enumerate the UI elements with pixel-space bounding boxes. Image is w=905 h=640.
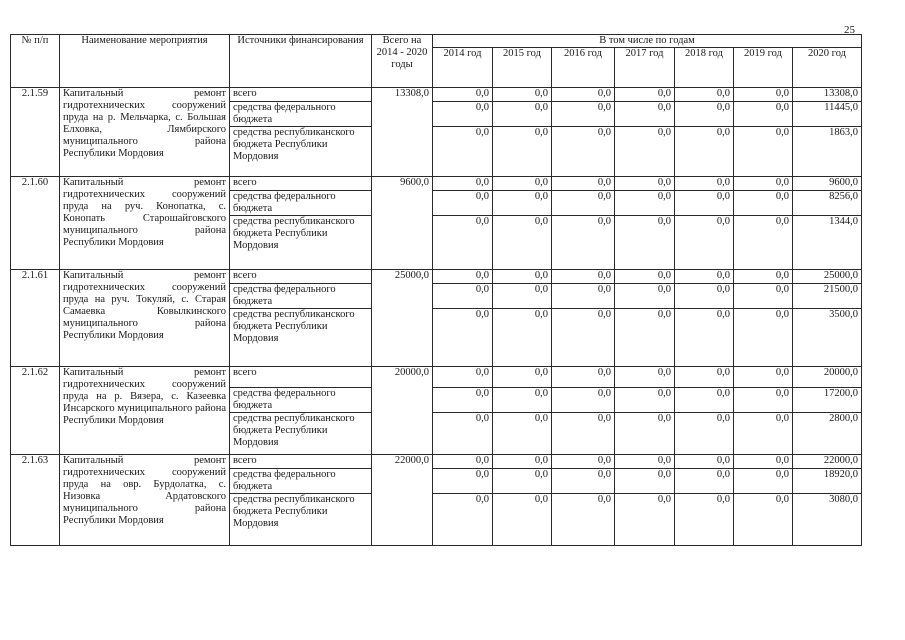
funding-source: средства республиканского бюджета Республики Мордовия	[230, 413, 372, 455]
total-amount: 9600,0	[372, 177, 433, 270]
header-num: № п/п	[11, 35, 60, 88]
year-amount: 0,0	[734, 270, 793, 284]
year-amount: 1863,0	[793, 127, 862, 177]
year-amount: 0,0	[552, 455, 615, 469]
year-amount: 0,0	[675, 413, 734, 455]
year-amount: 0,0	[552, 127, 615, 177]
year-amount: 0,0	[734, 388, 793, 413]
year-amount: 0,0	[552, 102, 615, 127]
funding-source: всего	[230, 270, 372, 284]
year-amount: 0,0	[433, 270, 493, 284]
year-amount: 9600,0	[793, 177, 862, 191]
year-amount: 0,0	[615, 413, 675, 455]
year-amount: 0,0	[552, 270, 615, 284]
header-year: 2019 год	[734, 48, 793, 88]
year-amount: 8256,0	[793, 191, 862, 216]
funding-source: всего	[230, 88, 372, 102]
year-amount: 0,0	[615, 309, 675, 367]
table-body	[11, 88, 862, 546]
year-amount: 3500,0	[793, 309, 862, 367]
year-amount: 0,0	[734, 177, 793, 191]
year-amount: 0,0	[675, 177, 734, 191]
row-number: 2.1.63	[11, 455, 60, 546]
header-source: Источники финансирования	[230, 35, 372, 88]
funding-source: средства республиканского бюджета Республики Мордовия	[230, 127, 372, 177]
year-amount: 0,0	[615, 469, 675, 494]
row-number: 2.1.60	[11, 177, 60, 270]
funding-source: средства республиканского бюджета Республики Мордовия	[230, 494, 372, 546]
year-amount: 0,0	[552, 388, 615, 413]
header-year: 2017 год	[615, 48, 675, 88]
year-amount: 0,0	[552, 191, 615, 216]
year-amount: 0,0	[433, 388, 493, 413]
funding-source: средства федерального бюджета	[230, 469, 372, 494]
year-amount: 0,0	[675, 88, 734, 102]
year-amount: 0,0	[615, 88, 675, 102]
year-amount: 0,0	[433, 494, 493, 546]
year-amount: 0,0	[615, 191, 675, 216]
year-amount: 0,0	[433, 413, 493, 455]
year-amount: 0,0	[433, 177, 493, 191]
year-amount: 0,0	[675, 494, 734, 546]
year-amount: 11445,0	[793, 102, 862, 127]
year-amount: 0,0	[493, 309, 552, 367]
table-row	[11, 270, 862, 284]
year-amount: 0,0	[675, 284, 734, 309]
year-amount: 0,0	[433, 469, 493, 494]
header-total: Всего на 2014 - 2020 годы	[372, 35, 433, 88]
header-year: 2016 год	[552, 48, 615, 88]
total-amount: 22000,0	[372, 455, 433, 546]
year-amount: 0,0	[734, 127, 793, 177]
header-year: 2018 год	[675, 48, 734, 88]
header-year: 2015 год	[493, 48, 552, 88]
year-amount: 0,0	[493, 88, 552, 102]
year-amount: 0,0	[734, 102, 793, 127]
year-amount: 0,0	[433, 88, 493, 102]
year-amount: 0,0	[493, 494, 552, 546]
year-amount: 0,0	[615, 177, 675, 191]
year-amount: 17200,0	[793, 388, 862, 413]
year-amount: 0,0	[675, 469, 734, 494]
year-amount: 0,0	[734, 309, 793, 367]
measure-name: Капитальный ремонт гидротехнических сооружений пруда на овр. Бурдолатка, с. Низовка Ардатовского муниципального района Республики Мордовия	[60, 455, 230, 546]
year-amount: 0,0	[675, 455, 734, 469]
year-amount: 0,0	[552, 413, 615, 455]
year-amount: 0,0	[734, 455, 793, 469]
year-amount: 21500,0	[793, 284, 862, 309]
year-amount: 0,0	[433, 309, 493, 367]
row-number: 2.1.61	[11, 270, 60, 367]
year-amount: 0,0	[552, 88, 615, 102]
year-amount: 0,0	[552, 494, 615, 546]
year-amount: 0,0	[552, 177, 615, 191]
measure-name: Капитальный ремонт гидротехнических сооружений пруда на руч. Конопатка, с. Конопать Старошайговского муниципального района Республики Мордовия	[60, 177, 230, 270]
year-amount: 13308,0	[793, 88, 862, 102]
year-amount: 0,0	[734, 88, 793, 102]
year-amount: 22000,0	[793, 455, 862, 469]
year-amount: 0,0	[675, 388, 734, 413]
measure-name: Капитальный ремонт гидротехнических сооружений пруда на р. Мельчарка, с. Большая Елховка, Лямбирского муниципального района Республики Мордовия	[60, 88, 230, 177]
funding-source: всего	[230, 177, 372, 191]
total-amount: 25000,0	[372, 270, 433, 367]
year-amount: 0,0	[493, 177, 552, 191]
year-amount: 0,0	[493, 127, 552, 177]
table-header	[11, 35, 862, 88]
year-amount: 0,0	[675, 270, 734, 284]
funding-source: средства федерального бюджета	[230, 191, 372, 216]
header-name: Наименование мероприятия	[60, 35, 230, 88]
year-amount: 0,0	[552, 469, 615, 494]
funding-source: средства республиканского бюджета Республики Мордовия	[230, 216, 372, 270]
year-amount: 0,0	[675, 367, 734, 388]
measure-name: Капитальный ремонт гидротехнических сооружений пруда на руч. Токуляй, с. Старая Самаевка Ковылкинского муниципального района Республики Мордовия	[60, 270, 230, 367]
year-amount: 0,0	[734, 494, 793, 546]
year-amount: 0,0	[493, 388, 552, 413]
year-amount: 25000,0	[793, 270, 862, 284]
year-amount: 0,0	[493, 413, 552, 455]
table-row	[11, 367, 862, 388]
year-amount: 0,0	[493, 216, 552, 270]
year-amount: 0,0	[552, 367, 615, 388]
year-amount: 0,0	[433, 102, 493, 127]
year-amount: 0,0	[433, 455, 493, 469]
year-amount: 0,0	[675, 127, 734, 177]
year-amount: 0,0	[734, 216, 793, 270]
year-amount: 0,0	[675, 216, 734, 270]
page-number: 25	[844, 24, 855, 36]
year-amount: 0,0	[734, 469, 793, 494]
year-amount: 1344,0	[793, 216, 862, 270]
year-amount: 0,0	[493, 191, 552, 216]
year-amount: 0,0	[433, 367, 493, 388]
year-amount: 0,0	[615, 367, 675, 388]
year-amount: 0,0	[493, 455, 552, 469]
funding-source: средства федерального бюджета	[230, 102, 372, 127]
year-amount: 18920,0	[793, 469, 862, 494]
year-amount: 0,0	[615, 284, 675, 309]
year-amount: 0,0	[552, 309, 615, 367]
year-amount: 0,0	[615, 388, 675, 413]
year-amount: 0,0	[433, 127, 493, 177]
row-number: 2.1.59	[11, 88, 60, 177]
funding-source: средства федерального бюджета	[230, 284, 372, 309]
table-row	[11, 177, 862, 191]
table-row	[11, 88, 862, 102]
year-amount: 0,0	[493, 102, 552, 127]
year-amount: 0,0	[675, 309, 734, 367]
year-amount: 0,0	[615, 455, 675, 469]
year-amount: 0,0	[552, 216, 615, 270]
year-amount: 0,0	[493, 270, 552, 284]
year-amount: 0,0	[615, 127, 675, 177]
year-amount: 0,0	[675, 191, 734, 216]
year-amount: 20000,0	[793, 367, 862, 388]
year-amount: 0,0	[493, 469, 552, 494]
total-amount: 20000,0	[372, 367, 433, 455]
funding-source: средства республиканского бюджета Республики Мордовия	[230, 309, 372, 367]
year-amount: 0,0	[433, 191, 493, 216]
header-year: 2020 год	[793, 48, 862, 88]
total-amount: 13308,0	[372, 88, 433, 177]
year-amount: 0,0	[552, 284, 615, 309]
year-amount: 3080,0	[793, 494, 862, 546]
measure-name: Капитальный ремонт гидротехнических сооружений пруда на р. Вязера, с. Казеевка Инсарского муниципального района Республики Мордовия	[60, 367, 230, 455]
year-amount: 0,0	[734, 413, 793, 455]
funding-source: всего	[230, 455, 372, 469]
year-amount: 0,0	[493, 367, 552, 388]
header-year: 2014 год	[433, 48, 493, 88]
year-amount: 0,0	[734, 191, 793, 216]
financing-table	[10, 34, 862, 546]
year-amount: 0,0	[433, 284, 493, 309]
year-amount: 0,0	[615, 494, 675, 546]
year-amount: 0,0	[615, 216, 675, 270]
table-row	[11, 455, 862, 469]
year-amount: 0,0	[493, 284, 552, 309]
row-number: 2.1.62	[11, 367, 60, 455]
year-amount: 0,0	[615, 102, 675, 127]
year-amount: 0,0	[615, 270, 675, 284]
year-amount: 0,0	[734, 367, 793, 388]
year-amount: 2800,0	[793, 413, 862, 455]
header-years-group: В том числе по годам	[433, 35, 862, 48]
funding-source: всего	[230, 367, 372, 388]
funding-source: средства федерального бюджета	[230, 388, 372, 413]
year-amount: 0,0	[675, 102, 734, 127]
year-amount: 0,0	[734, 284, 793, 309]
year-amount: 0,0	[433, 216, 493, 270]
